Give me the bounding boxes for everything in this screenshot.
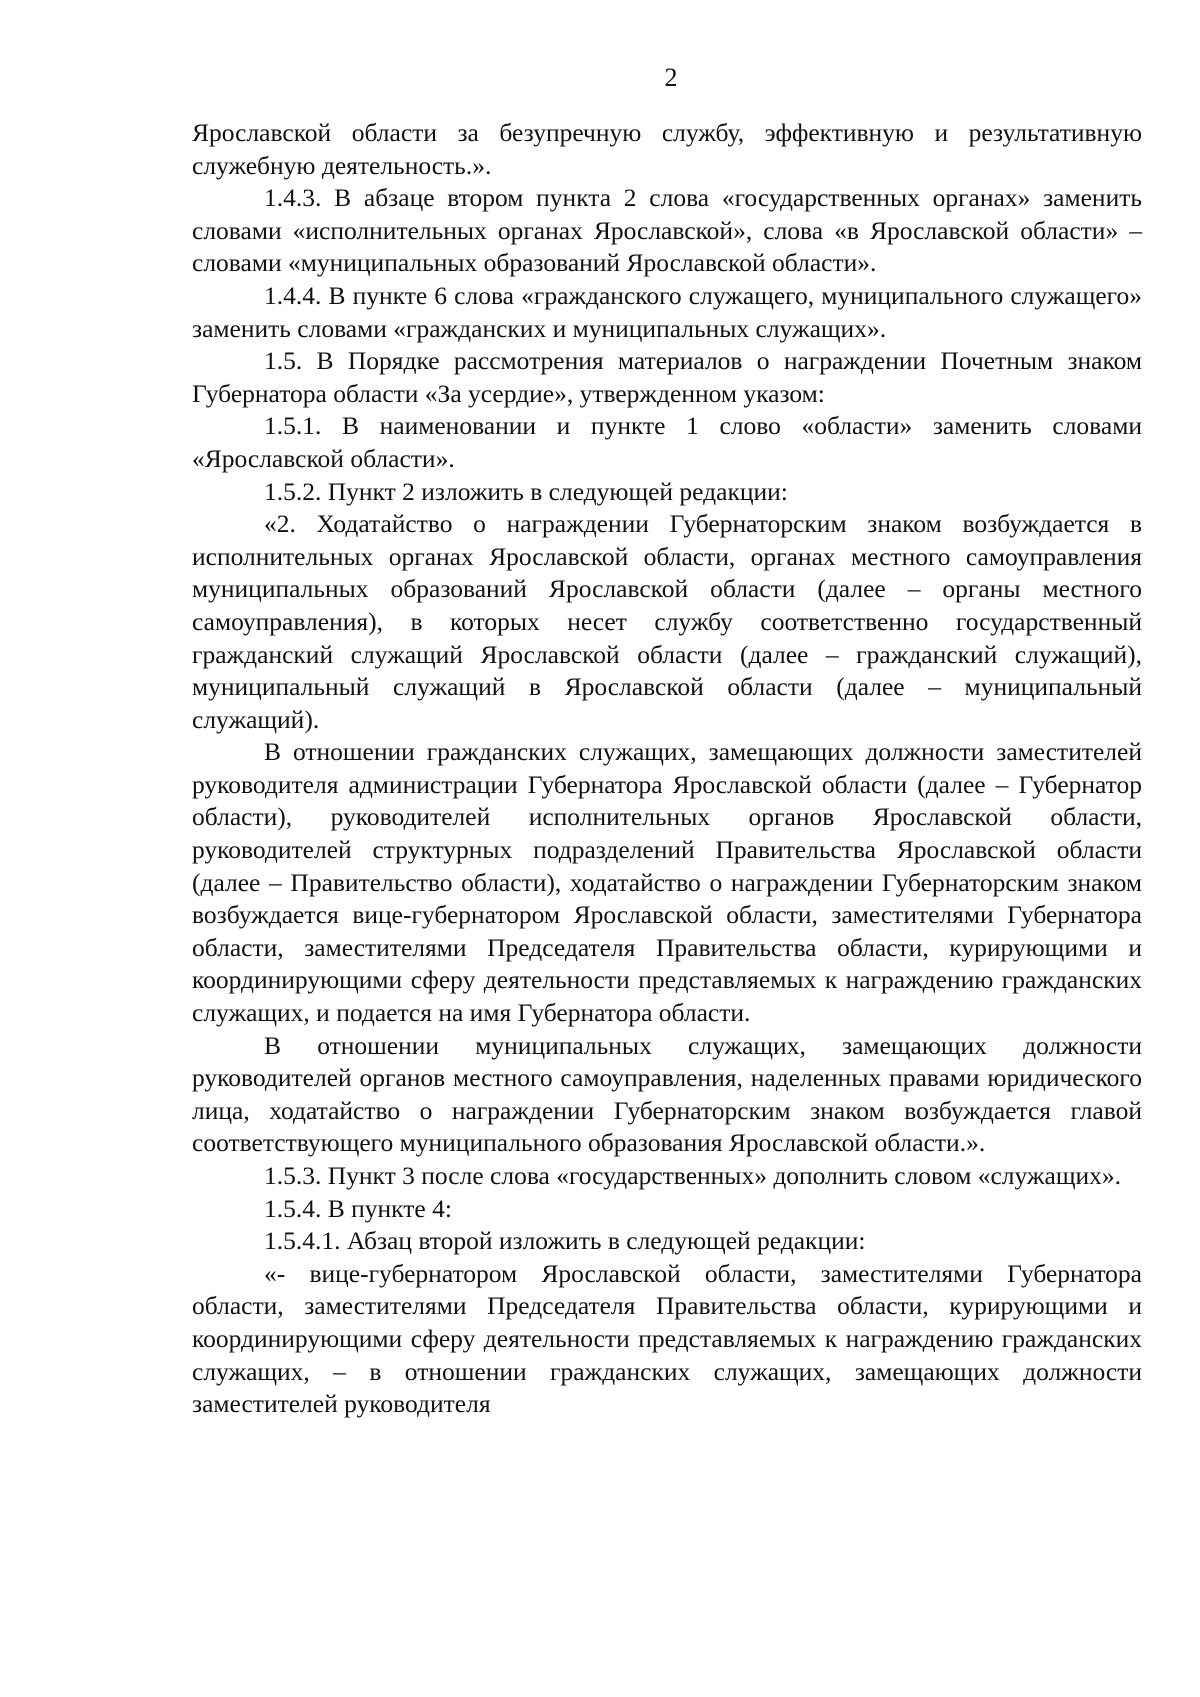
paragraph-1-5: 1.5. В Порядке рассмотрения материалов о награждении Почетным знаком Губернатора области «За усердие», утвержденном указом: [192, 346, 1142, 408]
paragraph-1-5-4-1: 1.5.4.1. Абзац второй изложить в следующей редакции: [264, 1226, 866, 1256]
paragraph-1-4-3: 1.4.3. В абзаце втором пункта 2 слова «государственных органах» заменить словами «исполнительных органах Ярославской», слова «в Ярославской области» – словами «муниципальных образований Ярославской области». [192, 183, 1142, 278]
paragraph-1-5-1: 1.5.1. В наименовании и пункте 1 слово «области» заменить словами «Ярославской области». [192, 411, 1142, 473]
paragraph-1-4-4: 1.4.4. В пункте 6 слова «гражданского служащего, муниципального служащего» заменить словами «гражданских и муниципальных служащих». [192, 280, 1142, 343]
paragraph-vice-governor: «- вице-губернатором Ярославской области, заместителями Губернатора области, заместителями Председателя Правительства области, курирующими и координирующими сферу деятельности представляемых к награждению гражданских служащих, – в отношении гражданских служащих, замещающих должности заместителей руководителя [192, 1258, 1142, 1419]
paragraph-1-5-3: 1.5.3. Пункт 3 после слова «государственных» дополнить словом «служащих». [264, 1161, 1122, 1190]
paragraph-quoted-2: «2. Ходатайство о награждении Губернаторским знаком возбуждается в исполнительных органах Ярославской области, органах местного самоуправления муниципальных образований Ярославской области (далее – органы местного самоуправления), в которых несет службу соответственно государственный гражданский служащий Ярославской области (далее – гражданский служащий), муниципальный служащий в Ярославской области (далее – муниципальный служащий). [192, 509, 1142, 734]
page-number: 2 [664, 63, 678, 92]
paragraph-1: Ярославской области за безупречную службу, эффективную и результативную служебную деятельность.». [192, 118, 1142, 180]
paragraph-municipal-servants: В отношении муниципальных служащих, замещающих должности руководителей органов местного самоуправления, наделенных правами юридического лица, ходатайство о награждении Губернаторским знаком возбуждается главой соответствующего муниципального образования Ярославской области.». [192, 1030, 1142, 1158]
document-body [192, 117, 1142, 1421]
paragraph-1-5-4: 1.5.4. В пункте 4: [264, 1193, 452, 1223]
paragraph-civil-servants: В отношении гражданских служащих, замещающих должности заместителей руководителя администрации Губернатора Ярославской области (далее – Губернатор области), руководителей исполнительных органов Ярославской области, руководителей структурных подразделений Правительства Ярославской области (далее – Правительство области), ходатайство о награждении Губернаторским знаком возбуждается вице-губернатором Ярославской области, заместителями Губернатора области, заместителями Председателя Правительства области, курирующими и координирующими сферу деятельности представляемых к награждению гражданских служащих, и подается на имя Губернатора области. [192, 737, 1142, 1028]
paragraph-1-5-2: 1.5.2. Пункт 2 изложить в следующей редакции: [264, 476, 788, 506]
